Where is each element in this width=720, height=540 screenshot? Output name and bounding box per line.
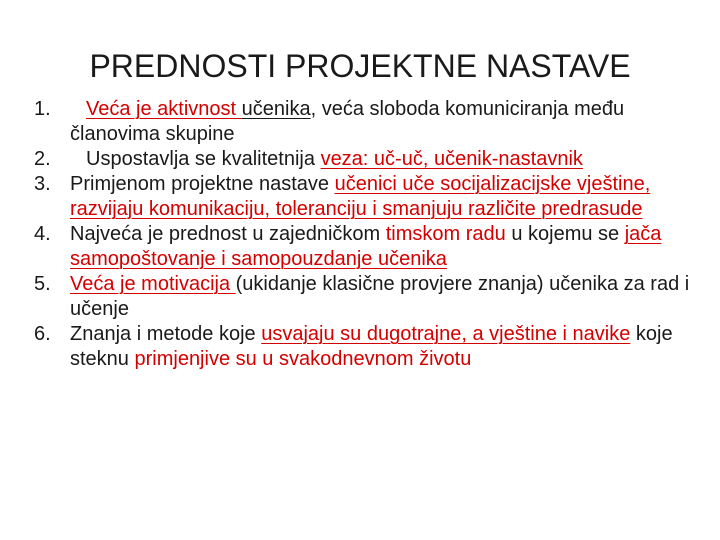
- list-item-number: 5.: [34, 273, 51, 295]
- list-item-text: jača samopoštovanje i samopouzdanje učenika: [70, 223, 662, 270]
- advantages-list: [34, 97, 706, 372]
- list-item: [34, 147, 706, 172]
- list-item-text: (ukidanje klasične provjere znanja) učenika za rad i učenje: [70, 273, 690, 320]
- list-item-text: usvajaju su dugotrajne, a vještine i navike: [261, 323, 631, 345]
- list-item-text: u kojemu se: [505, 223, 625, 245]
- list-item-text: timskom radu: [385, 223, 506, 245]
- list-item-text: Primjenom projektne nastave: [70, 173, 335, 195]
- list-item: [34, 97, 706, 147]
- list-item-text: , veća sloboda komuniciranja među članovima skupine: [70, 98, 625, 145]
- list-item-number: 2.: [34, 148, 51, 170]
- list-item-text: veza: uč-uč, učenik-nastavnik: [320, 148, 583, 170]
- list-item-number: 4.: [34, 223, 51, 245]
- list-item-number: 6.: [34, 323, 51, 345]
- slide-title: PREDNOSTI PROJEKTNE NASTAVE: [89, 48, 631, 84]
- list-item-text: učenika: [241, 98, 311, 120]
- list-item-text: Veća je aktivnost: [86, 98, 242, 120]
- list-item-number: 3.: [34, 173, 51, 195]
- list-item-number: 1.: [34, 98, 51, 120]
- list-item-text: primjenjive su u svakodnevnom životu: [134, 348, 472, 370]
- list-item: [34, 322, 706, 372]
- list-item-text: koje steknu: [70, 323, 673, 370]
- list-item-text: Znanja i metode koje: [70, 323, 262, 345]
- list-item-text: Najveća je prednost u zajedničkom: [70, 223, 386, 245]
- list-item-text: učenici uče socijalizacijske vještine, razvijaju komunikaciju, toleranciju i smanjuju različite predrasude: [70, 173, 651, 220]
- list-item-text: Veća je motivacija: [70, 273, 236, 295]
- list-item: [34, 272, 706, 322]
- list-item-text: Uspostavlja se kvalitetnija: [86, 148, 321, 170]
- list-item: [34, 222, 706, 272]
- list-item: [34, 172, 706, 222]
